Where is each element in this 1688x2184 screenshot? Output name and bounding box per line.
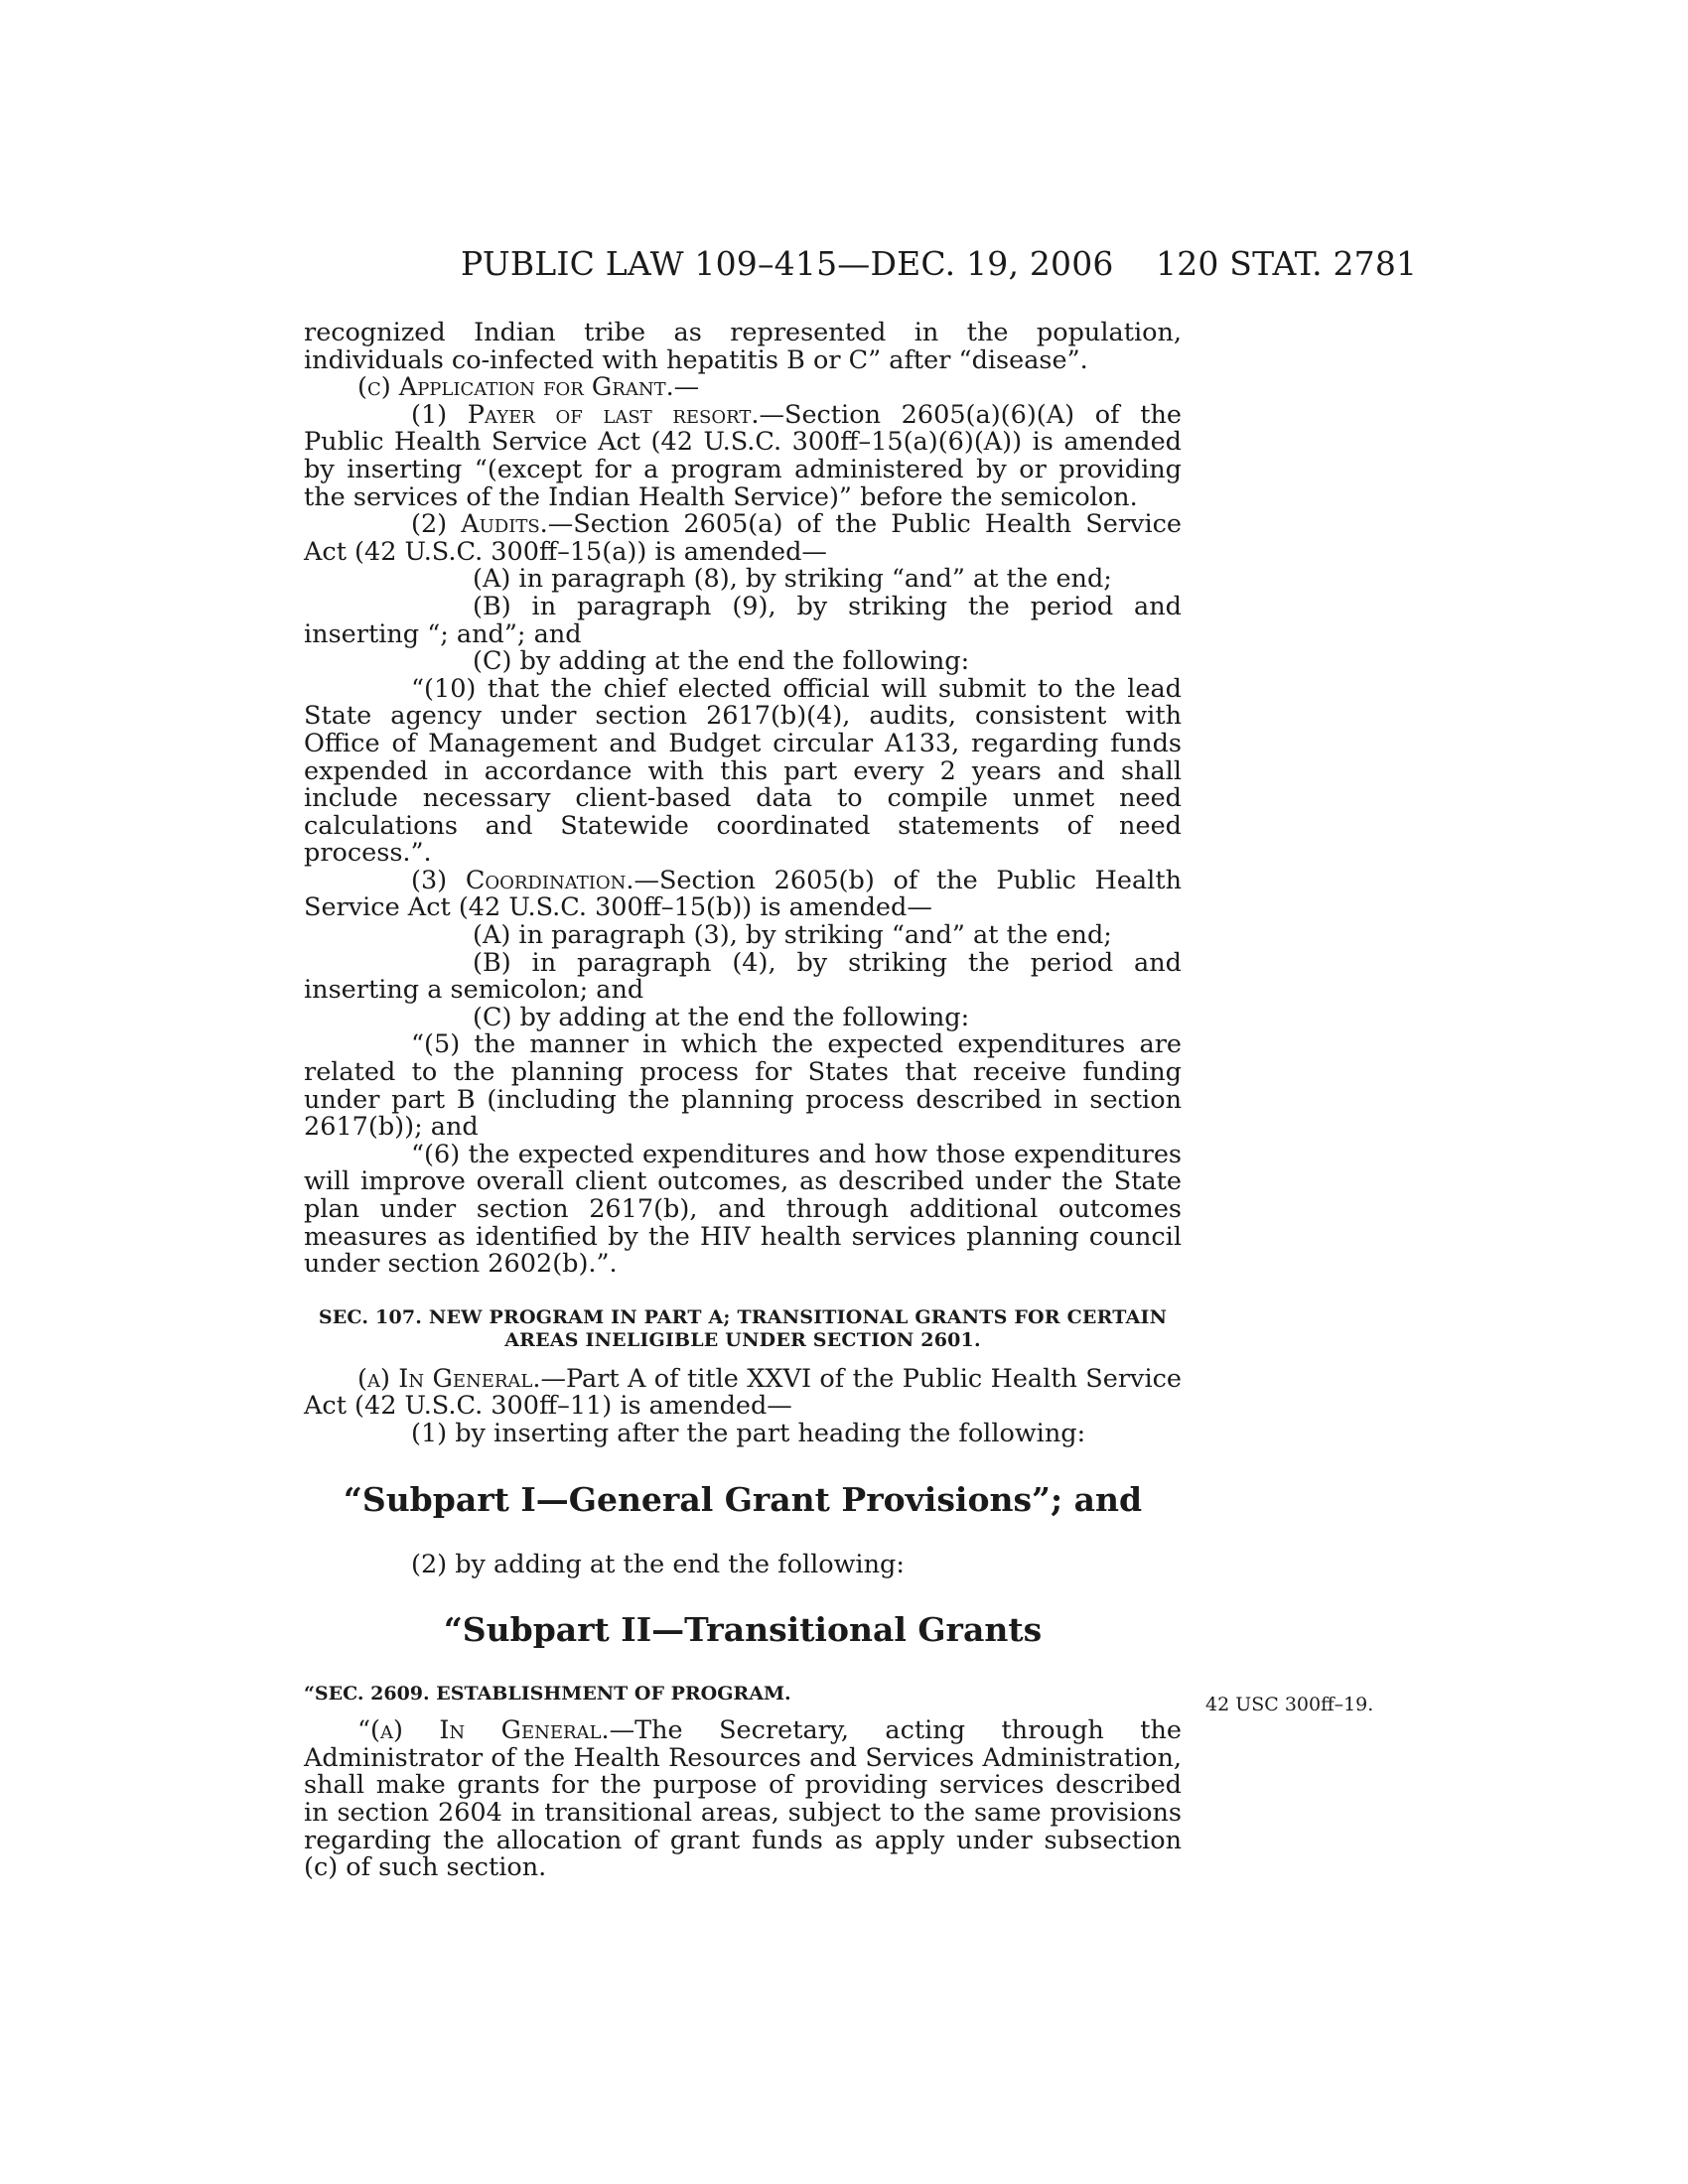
- document-body: [304, 320, 1182, 1882]
- quoted-paragraph-6: “(6) the expected expenditures and how those expenditures will improve overall client outcomes, as described under the State plan under section 2617(b), and through additional outcomes measures as identified by the HIV health services planning council under section 2602(b).”.: [304, 1139, 1182, 1280]
- subpart-2-heading: “Subpart II—Transitional Grants: [443, 1610, 1043, 1650]
- paragraph-c1: (1) Payer of last resort.—Section 2605(a)(6)(A) of the Public Health Service Act (42 U.S.C. 300ff–15(a)(6)(A)) is amended by inserting “(except for a program administered by or providing the services of the Indian Health Service)” before the semicolon.: [304, 399, 1182, 512]
- clause-c3-c: (C) by adding at the end the following:: [473, 1002, 970, 1032]
- quoted-paragraph-5: “(5) the manner in which the expected expenditures are related to the planning process for States that receive funding under part B (including the planning process described in section 2617(b)); and: [304, 1029, 1182, 1143]
- running-head-title: PUBLIC LAW 109–415—DEC. 19, 2006: [461, 244, 1114, 283]
- section-107-heading: SEC. 107. NEW PROGRAM IN PART A; TRANSITIONAL GRANTS FOR CERTAIN AREAS INELIGIBLE UNDER SECTION 2601.: [318, 1305, 1168, 1351]
- clause-c3-b: (B) in paragraph (4), by striking the period and inserting a semicolon; and: [304, 947, 1182, 1006]
- section-2609-subsection-a: “(a) In General.—The Secretary, acting through the Administrator of the Health Resources and Services Administration, shall make grants for the purpose of providing services described in section 2604 in transitional areas, subject to the same provisions regarding the allocation of grant funds as apply under subsection (c) of such section.: [304, 1715, 1183, 1883]
- margin-citation-note: 42 USC 300ff–19.: [1205, 1694, 1374, 1715]
- clause-c2-c: (C) by adding at the end the following:: [473, 646, 970, 677]
- section-2609-heading: “SEC. 2609. ESTABLISHMENT OF PROGRAM.: [304, 1683, 791, 1706]
- subsection-c-heading: (c) Application for Grant.—: [357, 372, 700, 403]
- paragraph-continued: recognized Indian tribe as represented in the population, individuals co-infected with hepatitis B or C” after “disease”.: [304, 318, 1182, 375]
- paragraph-a1: (1) by inserting after the part heading the following:: [411, 1418, 1086, 1448]
- clause-c3-a: (A) in paragraph (3), by striking “and” at the end;: [473, 920, 1112, 951]
- statute-page-number: 120 STAT. 2781: [1156, 244, 1418, 283]
- clause-c2-a: (A) in paragraph (8), by striking “and” at the end;: [473, 564, 1112, 595]
- s2609-a-heading: “(a) In General.: [357, 1715, 610, 1746]
- paragraph-a2: (2) by adding at the end the following:: [411, 1549, 905, 1579]
- a-heading: (a) In General.: [357, 1363, 541, 1394]
- paragraph-c2: (2) Audits.—Section 2605(a) of the Public Health Service Act (42 U.S.C. 300ff–15(a)) is amended—: [304, 509, 1182, 567]
- clause-c2-b: (B) in paragraph (9), by striking the period and inserting “; and”; and: [304, 591, 1182, 649]
- quoted-paragraph-10: “(10) that the chief elected official will submit to the lead State agency under section 2617(b)(4), audits, consistent with Office of Management and Budget circular A133, regarding funds expended in accordance with this part every 2 years and shall include necessary client-based data to compile unmet need calculations and Statewide coordinated statements of need process.”.: [304, 673, 1182, 869]
- subpart-1-heading: “Subpart I—General Grant Provisions”; and: [343, 1479, 1143, 1519]
- c3-heading: (3) Coordination.: [411, 865, 634, 895]
- c2-heading: (2) Audits.: [411, 509, 548, 540]
- paragraph-c3: (3) Coordination.—Section 2605(b) of the Public Health Service Act (42 U.S.C. 300ff–15(b)) is amended—: [304, 865, 1182, 923]
- subsection-a: (a) In General.—Part A of title XXVI of the Public Health Service Act (42 U.S.C. 300ff–11) is amended—: [304, 1363, 1182, 1422]
- c1-heading: (1) Payer of last resort.: [411, 399, 760, 430]
